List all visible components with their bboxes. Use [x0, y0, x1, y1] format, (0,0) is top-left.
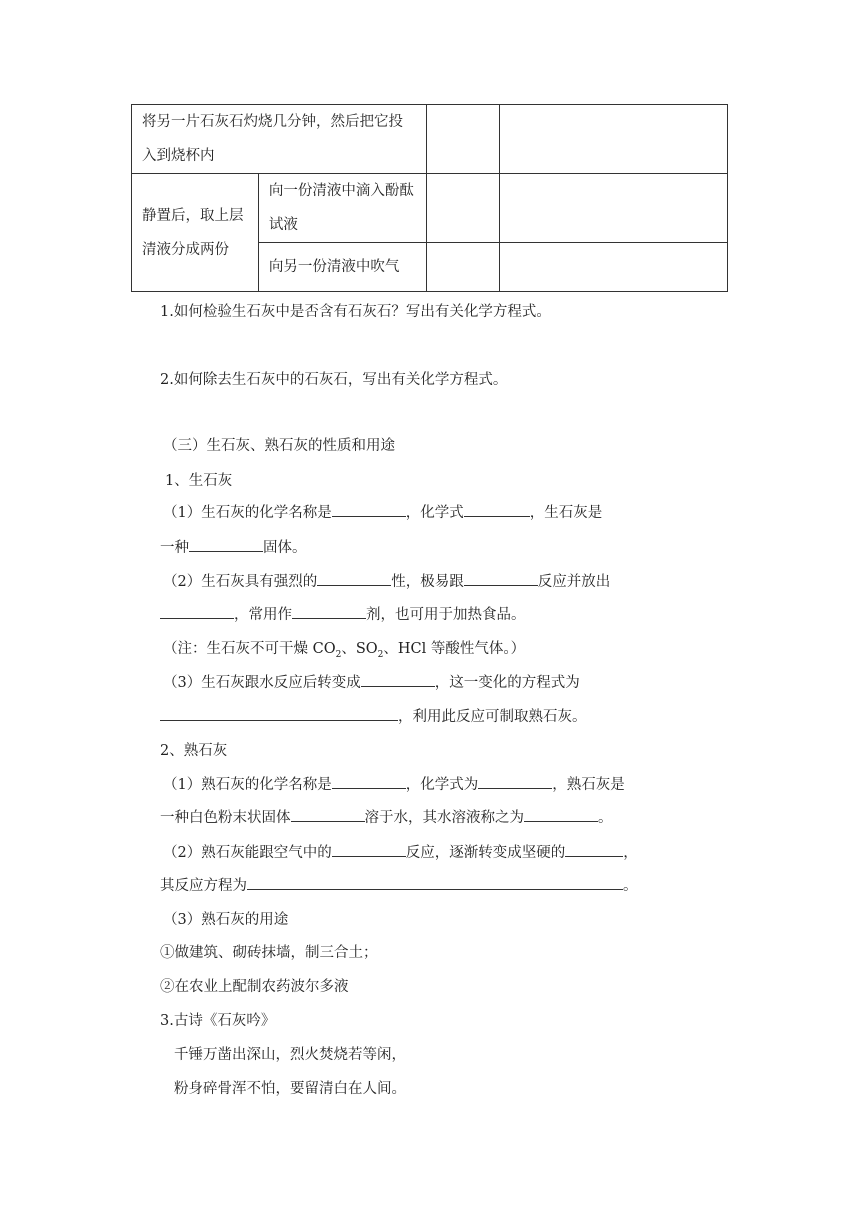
text: ，生石灰是 [529, 505, 603, 521]
text: 性，极易跟 [391, 574, 464, 590]
fill-blank[interactable] [478, 774, 552, 789]
table-cell-substep: 向另一份清液中吹气 [258, 243, 426, 292]
fill-blank[interactable] [317, 571, 391, 586]
fill-blank[interactable] [524, 807, 598, 822]
text: 其反应方程为 [160, 878, 247, 894]
fill-blank[interactable] [247, 875, 623, 890]
table-cell-empty [500, 105, 728, 174]
fill-blank[interactable] [291, 807, 365, 822]
question-2: 2.如何除去生石灰中的石灰石，写出有关化学方程式。 [160, 372, 508, 388]
fill-blank[interactable] [332, 502, 406, 517]
poem-title: 3.古诗《石灰吟》 [160, 1013, 276, 1029]
text: （注：生石灰不可干燥 CO [163, 641, 336, 657]
slaked-lime-p1 [163, 773, 625, 794]
text: （3）生石灰跟水反应后转变成 [163, 675, 361, 691]
text: 一种 [160, 540, 189, 556]
table-cell-empty [500, 243, 728, 292]
text: 剂，也可用于加热食品。 [366, 607, 526, 623]
subscript: 2 [377, 649, 384, 660]
subsection-title-slaked-lime: 2、熟石灰 [160, 743, 228, 759]
text: 、HCl 等酸性气体。） [383, 641, 526, 657]
use-item-2: ②在农业上配制农药波尔多液 [160, 979, 349, 995]
fill-blank[interactable] [292, 604, 366, 619]
table-cell-substep: 向一份清液中滴入酚酞试液 [258, 174, 426, 243]
table-cell-step: 静置后，取上层清液分成两份 [132, 174, 259, 292]
poem-line-1: 千锤万凿出深山，烈火焚烧若等闲， [174, 1047, 406, 1063]
slaked-lime-uses-title: （3）熟石灰的用途 [163, 912, 289, 928]
fill-blank[interactable] [464, 502, 530, 517]
quicklime-p2-cont [160, 603, 526, 624]
text: ，化学式 [405, 505, 464, 521]
table-cell-step: 将另一片石灰石灼烧几分钟，然后把它投入到烧杯内 [132, 105, 427, 174]
fill-blank[interactable] [332, 774, 406, 789]
table-cell-empty [426, 174, 500, 243]
text: （2）熟石灰能跟空气中的 [163, 845, 332, 861]
table-cell-empty [426, 105, 500, 174]
quicklime-p2 [163, 570, 610, 591]
text: 反应并放出 [537, 574, 611, 590]
quicklime-p1-cont [160, 536, 307, 557]
subsection-title-quicklime: 1、生石灰 [165, 473, 233, 489]
use-item-1: ①做建筑、砌砖抹墙，制三合土； [160, 945, 378, 961]
text: 。 [623, 878, 638, 894]
text: ，这一变化的方程式为 [434, 675, 580, 691]
fill-blank[interactable] [565, 842, 623, 857]
slaked-lime-p2 [163, 841, 638, 862]
slaked-lime-p2-cont [160, 874, 638, 895]
text: 一种白色粉末状固体 [160, 810, 291, 826]
text: （1）熟石灰的化学名称是 [163, 777, 332, 793]
question-1: 1.如何检验生石灰中是否含有石灰石？写出有关化学方程式。 [160, 304, 551, 320]
slaked-lime-p1-cont [160, 806, 613, 827]
poem-line-2: 粉身碎骨浑不怕，要留清白在人间。 [174, 1081, 406, 1097]
text: 溶于水，其水溶液称之为 [364, 810, 524, 826]
table-row [132, 105, 728, 174]
text: ，化学式为 [405, 777, 479, 793]
section-title: （三）生石灰、熟石灰的性质和用途 [163, 438, 395, 454]
table-cell-empty [426, 243, 500, 292]
fill-blank[interactable] [332, 842, 406, 857]
text: ，熟石灰是 [552, 777, 625, 793]
experiment-table [131, 104, 728, 292]
text: ，常用作 [234, 607, 292, 623]
fill-blank[interactable] [160, 604, 234, 619]
quicklime-note [163, 637, 525, 660]
table-cell-empty [500, 174, 728, 243]
text: 。 [598, 810, 613, 826]
text: 、SO [341, 641, 378, 657]
quicklime-p3 [163, 671, 580, 692]
text: （1）生石灰的化学名称是 [163, 505, 332, 521]
text: 固体。 [263, 540, 307, 556]
quicklime-p1 [163, 501, 602, 522]
fill-blank[interactable] [160, 706, 398, 721]
text: （2）生石灰具有强烈的 [163, 574, 318, 590]
quicklime-p3-cont [160, 705, 587, 726]
fill-blank[interactable] [361, 672, 435, 687]
subscript: 2 [335, 649, 342, 660]
text: ，利用此反应可制取熟石灰。 [398, 709, 587, 725]
text: ， [623, 845, 638, 861]
table-row [132, 174, 728, 243]
fill-blank[interactable] [189, 537, 263, 552]
text: 反应，逐渐转变成坚硬的 [405, 845, 566, 861]
fill-blank[interactable] [464, 571, 538, 586]
